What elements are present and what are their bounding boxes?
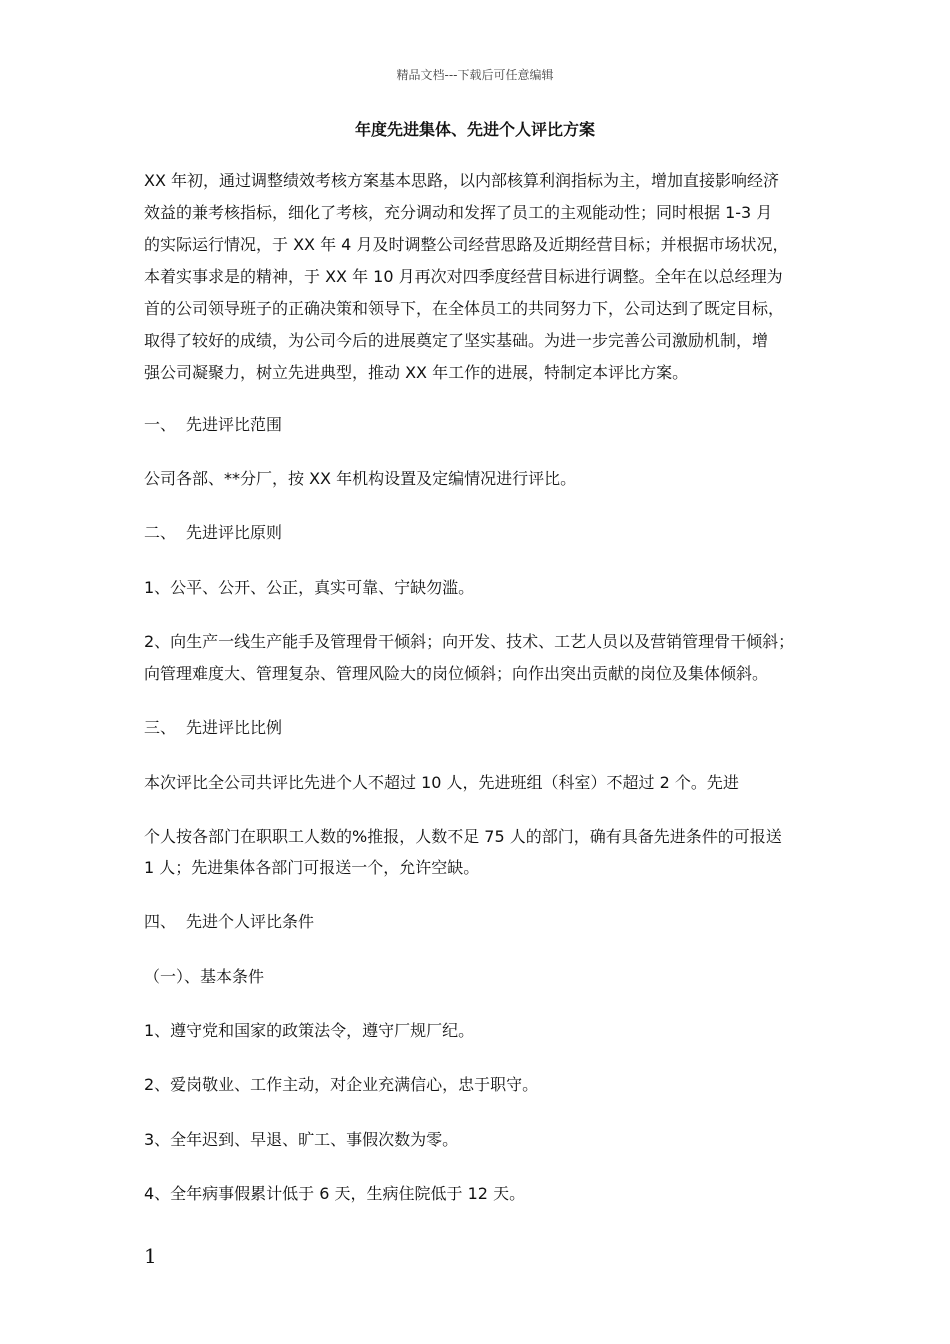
section-title: 先进评比比例: [186, 718, 283, 737]
principle-item-line: 2、向生产一线生产能手及管理骨干倾斜；向开发、技术、工艺人员以及营销管理骨干倾斜；: [144, 632, 795, 651]
subsection-heading: （一）、基本条件: [144, 967, 265, 986]
principle-item: 1、公平、公开、公正，真实可靠、宁缺勿滥。: [144, 578, 475, 597]
document-title: 年度先进集体、先进个人评比方案: [354, 120, 595, 139]
ratio-paragraph-line: 个人按各部门在职职工人数的%推报，人数不足 75 人的部门，确有具备先进条件的可报送: [144, 827, 782, 846]
section-number: 三、: [144, 718, 177, 737]
scope-paragraph: 公司各部、**分厂，按 XX 年机构设置及定编情况进行评比。: [144, 469, 577, 488]
section-number: 四、: [144, 912, 177, 931]
page-number: 1: [144, 1244, 157, 1268]
intro-line: 效益的兼考核指标，细化了考核，充分调动和发挥了员工的主观能动性；同时根据 1-3 月: [144, 203, 773, 222]
intro-paragraph: [144, 170, 814, 394]
intro-line: 强公司凝聚力，树立先进典型，推动 XX 年工作的进展，特制定本评比方案。: [144, 363, 689, 382]
section-heading-principles: [144, 522, 282, 544]
intro-line: 本着实事求是的精神，于 XX 年 10 月再次对四季度经营目标进行调整。全年在以总经理为: [144, 267, 783, 286]
section-title: 先进个人评比条件: [186, 912, 315, 931]
condition-item: 3、全年迟到、早退、旷工、事假次数为零。: [144, 1130, 459, 1149]
intro-line: 取得了较好的成绩，为公司今后的进展奠定了坚实基础。为进一步完善公司激励机制，增: [144, 331, 769, 350]
page-header: 精品文档---下载后可任意编辑: [396, 68, 554, 82]
condition-item: 1、遵守党和国家的政策法令，遵守厂规厂纪。: [144, 1021, 475, 1040]
condition-item: 4、全年病事假累计低于 6 天，生病住院低于 12 天。: [144, 1184, 526, 1203]
intro-line: XX 年初，通过调整绩效考核方案基本思路，以内部核算利润指标为主，增加直接影响经济: [144, 171, 780, 190]
section-heading-scope: [144, 414, 282, 436]
ratio-paragraph-line: 1 人；先进集体各部门可报送一个，允许空缺。: [144, 858, 480, 877]
ratio-paragraph: 本次评比全公司共评比先进个人不超过 10 人，先进班组（科室）不超过 2 个。先进: [144, 773, 739, 792]
section-heading-ratio: [144, 717, 282, 739]
section-title: 先进评比范围: [186, 415, 283, 434]
intro-line: 首的公司领导班子的正确决策和领导下，在全体员工的共同努力下，公司达到了既定目标，: [144, 299, 785, 318]
section-title: 先进评比原则: [186, 523, 283, 542]
section-number: 二、: [144, 523, 177, 542]
principle-item-line: 向管理难度大、管理复杂、管理风险大的岗位倾斜；向作出突出贡献的岗位及集体倾斜。: [144, 664, 769, 683]
section-heading-conditions: [144, 911, 314, 933]
intro-line: 的实际运行情况，于 XX 年 4 月及时调整公司经营思路及近期经营目标；并根据市场状况，: [144, 235, 789, 254]
section-number: 一、: [144, 415, 177, 434]
condition-item: 2、爱岗敬业、工作主动，对企业充满信心，忠于职守。: [144, 1075, 539, 1094]
